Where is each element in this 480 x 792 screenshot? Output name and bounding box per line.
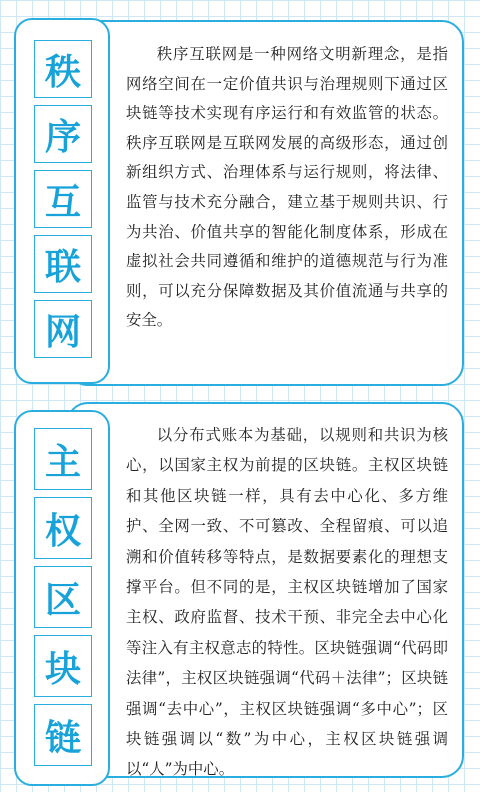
title-char-column — [34, 40, 92, 365]
term-title-sovereign-blockchain — [14, 410, 110, 786]
title-char: 序 — [34, 105, 92, 163]
definition-text: 秩序互联网是一种网络文明新理念，是指网络空间在一定价值共识与治理规则下通过区块链等技术实现有序运行和有效监管的状态。秩序互联网是互联网发展的高级形态，通过创新组织方式、治理体系与运行规则，将法律、监管与技术充分融合，建立基于规则共识、行为共治、价值共享的智能化制度体系，形成在虚拟社会共同遵循和维护的道德规范与行为准则，可以充分保障数据及其价值流通与共享的安全。 — [126, 45, 448, 330]
title-char: 块 — [34, 635, 92, 697]
title-char: 链 — [34, 704, 92, 766]
definition-card-sovereign-blockchain — [66, 402, 464, 778]
title-char-column — [34, 428, 92, 773]
definition-text: 以分布式账本为基础，以规则和共识为核心，以国家主权为前提的区块链。主权区块链和其他区块链一样，具有去中心化、多方维护、全网一致、不可篡改、全程留痕、可以追溯和价值转移等特点，是数据要素化的理想支撑平台。但不同的是，主权区块链增加了国家主权、政府监督、技术干预、非完全去中心化等注入有主权意志的特性。区块链强调“代码即法律”，主权区块链强调“代码＋法律”；区块链强调“去中心”，主权区块链强调“多中心”；区块链强调以“数”为中心，主权区块链强调以“人”为中心。 — [126, 426, 448, 779]
title-char: 联 — [34, 235, 92, 293]
title-char: 秩 — [34, 40, 92, 98]
definition-card-order-internet — [66, 20, 464, 386]
title-char: 互 — [34, 170, 92, 228]
term-title-order-internet — [14, 18, 110, 384]
title-char: 权 — [34, 497, 92, 559]
title-char: 网 — [34, 300, 92, 358]
title-char: 区 — [34, 566, 92, 628]
title-char: 主 — [34, 428, 92, 490]
